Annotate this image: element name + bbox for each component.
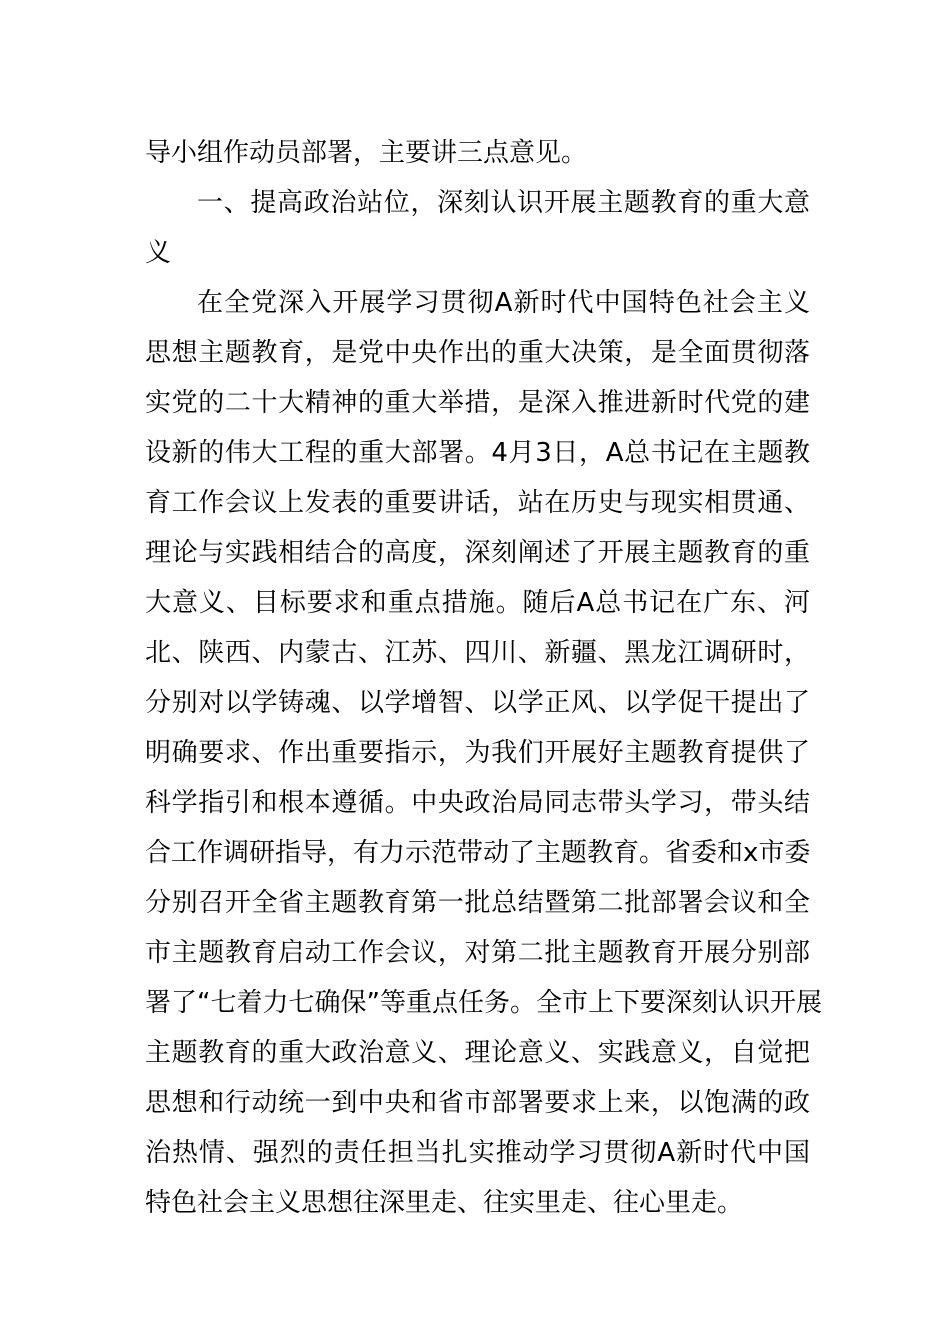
paragraph-line: 署了“七着力七确保”等重点任务。全市上下要深刻认识开展: [145, 988, 822, 1018]
paragraph-line: 实党的二十大精神的重大举措，是深入推进新时代党的建: [145, 388, 810, 418]
paragraph-line: 育工作会议上发表的重要讲话，站在历史与现实相贯通、: [145, 488, 810, 518]
section-heading-line-1: 一、提高政治站位，深刻认识开展主题教育的重大意: [197, 188, 810, 218]
section-heading-line-2: 义: [145, 238, 172, 268]
paragraph-line-last: 特色社会主义思想往深里走、往实里走、往心里走。: [145, 1188, 744, 1218]
paragraph-line: 思想主题教育，是党中央作出的重大决策，是全面贯彻落: [145, 338, 810, 368]
paragraph-line: 合工作调研指导，有力示范带动了主题教育。省委和x市委: [145, 838, 811, 868]
paragraph-line-continuation: 导小组作动员部署，主要讲三点意见。: [145, 138, 588, 168]
paragraph-line: 理论与实践相结合的高度，深刻阐述了开展主题教育的重: [145, 538, 810, 568]
paragraph-line: 治热情、强烈的责任担当扎实推动学习贯彻A新时代中国: [145, 1138, 810, 1168]
document-body: [145, 128, 822, 1228]
paragraph-line: 分别对以学铸魂、以学增智、以学正风、以学促干提出了: [145, 688, 810, 718]
paragraph-line: 分别召开全省主题教育第一批总结暨第二批部署会议和全: [145, 888, 810, 918]
paragraph-line: 北、陕西、内蒙古、江苏、四川、新疆、黑龙江调研时，: [145, 638, 810, 668]
paragraph-line: 大意义、目标要求和重点措施。随后A总书记在广东、河: [145, 588, 810, 618]
paragraph-line: 设新的伟大工程的重大部署。4月3日，A总书记在主题教: [145, 438, 810, 468]
paragraph-line: 主题教育的重大政治意义、理论意义、实践意义，自觉把: [145, 1038, 810, 1068]
paragraph-line: 在全党深入开展学习贯彻A新时代中国特色社会主义: [197, 288, 810, 318]
paragraph-line: 科学指引和根本遵循。中央政治局同志带头学习，带头结: [145, 788, 810, 818]
paragraph-line: 市主题教育启动工作会议，对第二批主题教育开展分别部: [145, 938, 810, 968]
paragraph-line: 思想和行动统一到中央和省市部署要求上来，以饱满的政: [145, 1088, 810, 1118]
paragraph-line: 明确要求、作出重要指示，为我们开展好主题教育提供了: [145, 738, 810, 768]
